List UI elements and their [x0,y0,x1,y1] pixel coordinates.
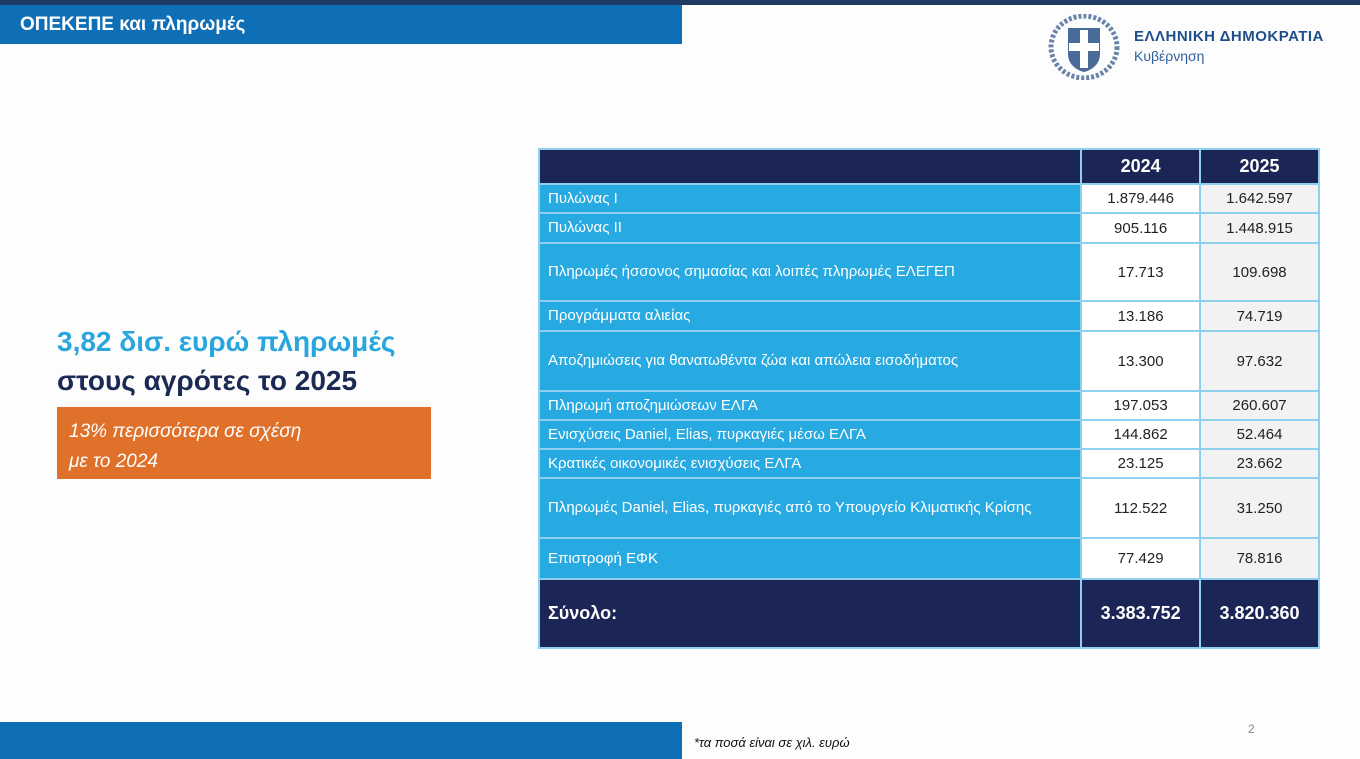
header-blank [539,149,1081,184]
row-label: Πυλώνας ΙΙ [539,213,1081,243]
row-label: Προγράμματα αλιείας [539,301,1081,331]
total-2025: 3.820.360 [1200,579,1319,648]
value-2024: 13.300 [1081,331,1200,391]
header-2024: 2024 [1081,149,1200,184]
table-row [539,243,1319,301]
greek-coat-of-arms-logo [1048,14,1120,80]
table-row [539,301,1319,331]
gov-name: ΕΛΛΗΝΙΚΗ ΔΗΜΟΚΡΑΤΙΑ [1134,28,1324,45]
row-label: Πληρωμές ήσσονος σημασίας και λοιπές πληρωμές ΕΛΕΓΕΠ [539,243,1081,301]
value-2024: 23.125 [1081,449,1200,478]
value-2024: 144.862 [1081,420,1200,449]
value-2025: 109.698 [1200,243,1319,301]
table-row [539,331,1319,391]
page-number: 2 [1248,722,1255,736]
callout-box [57,407,431,479]
table-row [539,449,1319,478]
value-2024: 77.429 [1081,538,1200,579]
row-label: Κρατικές οικονομικές ενισχύσεις ΕΛΓΑ [539,449,1081,478]
value-2024: 13.186 [1081,301,1200,331]
table-row [539,213,1319,243]
value-2024: 905.116 [1081,213,1200,243]
table-row [539,184,1319,213]
value-2025: 1.448.915 [1200,213,1319,243]
value-2025: 74.719 [1200,301,1319,331]
table-row [539,478,1319,538]
row-label: Επιστροφή ΕΦΚ [539,538,1081,579]
gov-subtitle: Κυβέρνηση [1134,48,1205,64]
row-label: Αποζημιώσεις για θανατωθέντα ζώα και απώλεια εισοδήματος [539,331,1081,391]
total-2024: 3.383.752 [1081,579,1200,648]
value-2024: 112.522 [1081,478,1200,538]
payments-table [538,148,1320,649]
table-row [539,391,1319,420]
callout-line1: 13% περισσότερα σε σχέση [69,421,302,442]
header-2025: 2025 [1200,149,1319,184]
value-2025: 1.642.597 [1200,184,1319,213]
value-2025: 97.632 [1200,331,1319,391]
table-row [539,420,1319,449]
headline-amount: 3,82 δισ. ευρώ πληρωμές [57,326,396,357]
footer-bar [0,722,682,759]
value-2025: 78.816 [1200,538,1319,579]
value-2025: 23.662 [1200,449,1319,478]
row-label: Πληρωμές Daniel, Elias, πυρκαγιές από το Υπουργείο Κλιματικής Κρίσης [539,478,1081,538]
value-2025: 52.464 [1200,420,1319,449]
total-row [539,579,1319,648]
callout-line2: με το 2024 [69,451,158,472]
value-2025: 260.607 [1200,391,1319,420]
table-row [539,538,1319,579]
value-2024: 197.053 [1081,391,1200,420]
total-label: Σύνολο: [539,579,1081,648]
slide-title: ΟΠΕΚΕΠΕ και πληρωμές [0,5,682,44]
headline-subtitle: στους αγρότες το 2025 [57,365,358,396]
table-header [539,149,1319,184]
row-label: Πυλώνας Ι [539,184,1081,213]
value-2024: 1.879.446 [1081,184,1200,213]
value-2024: 17.713 [1081,243,1200,301]
row-label: Ενισχύσεις Daniel, Elias, πυρκαγιές μέσω ΕΛΓΑ [539,420,1081,449]
row-label: Πληρωμή αποζημιώσεων ΕΛΓΑ [539,391,1081,420]
value-2025: 31.250 [1200,478,1319,538]
footnote: *τα ποσά είναι σε χιλ. ευρώ [694,735,850,750]
